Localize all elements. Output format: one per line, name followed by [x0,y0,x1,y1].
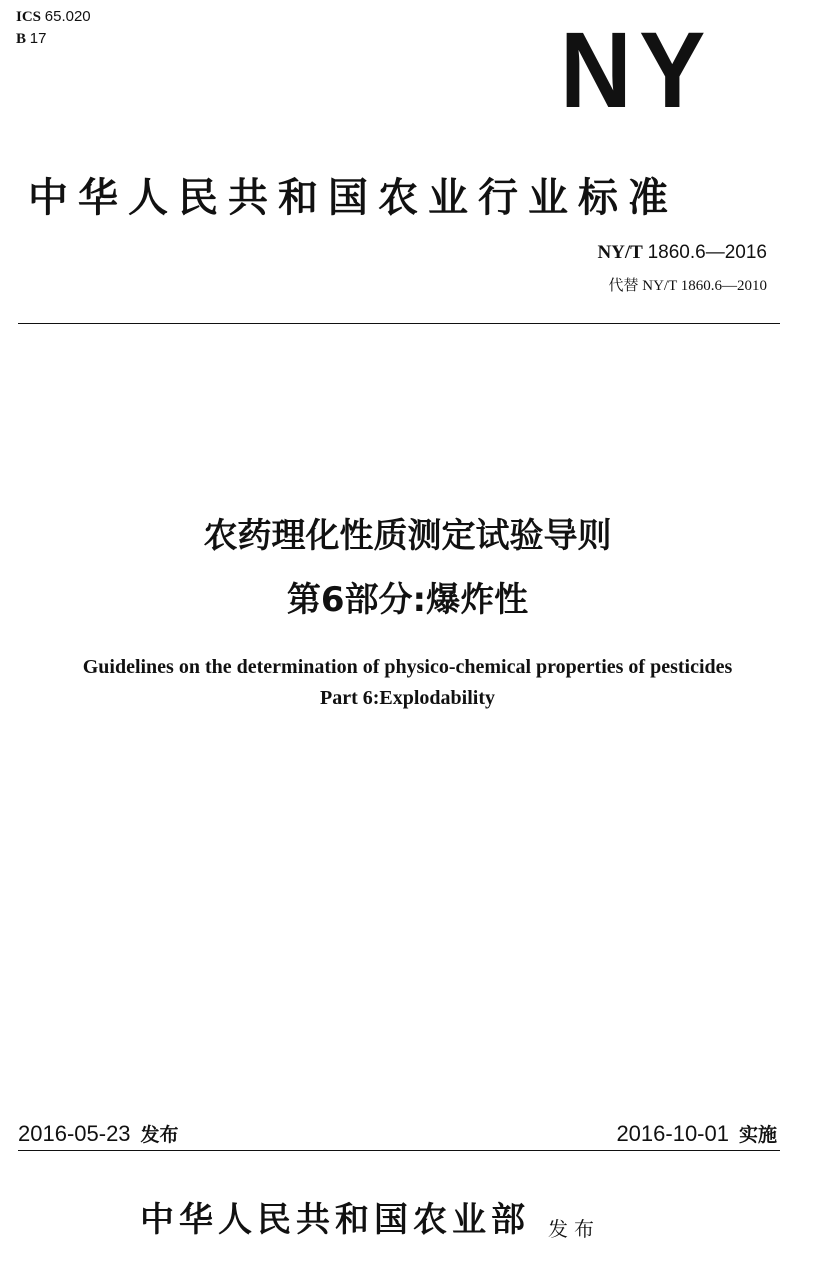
industry-standard-title: 中华人民共和国农业行业标准 [28,175,678,221]
effective-date-value: 2016-10-01 [616,1121,729,1146]
issue-date [18,1120,179,1147]
standard-code: 1860.6—2016 [647,242,767,263]
classification-code [16,30,46,48]
title-english-line1: Guidelines on the determination of physico-chemical properties of pesticides [82,656,733,678]
ny-logo: NY [560,9,713,130]
ics-label: ICS [16,9,42,25]
issuing-authority [140,1192,600,1242]
title-chinese-line2: 第6部分:爆炸性 [286,580,529,620]
footer-divider [18,1150,780,1151]
header-divider [18,323,780,324]
effective-date [616,1120,777,1147]
issue-date-value: 2016-05-23 [18,1121,131,1146]
issuer-action: 发布 [548,1216,600,1241]
effective-date-label: 实施 [738,1124,777,1146]
issue-date-label: 发布 [140,1124,179,1146]
standard-prefix: NY/T [597,242,643,263]
classification-label: B [16,31,27,47]
ics-code [16,8,91,26]
replaces-standard: 代替 NY/T 1860.6—2010 [608,278,767,294]
standard-number [597,242,767,264]
classification-number: 17 [29,30,47,47]
title-english-line2: Part 6:Explodability [319,687,495,709]
issuer-organization: 中华人民共和国农业部 [140,1200,530,1240]
title-chinese-line1: 农药理化性质测定试验导则 [203,516,612,556]
ics-number: 65.020 [44,8,91,25]
